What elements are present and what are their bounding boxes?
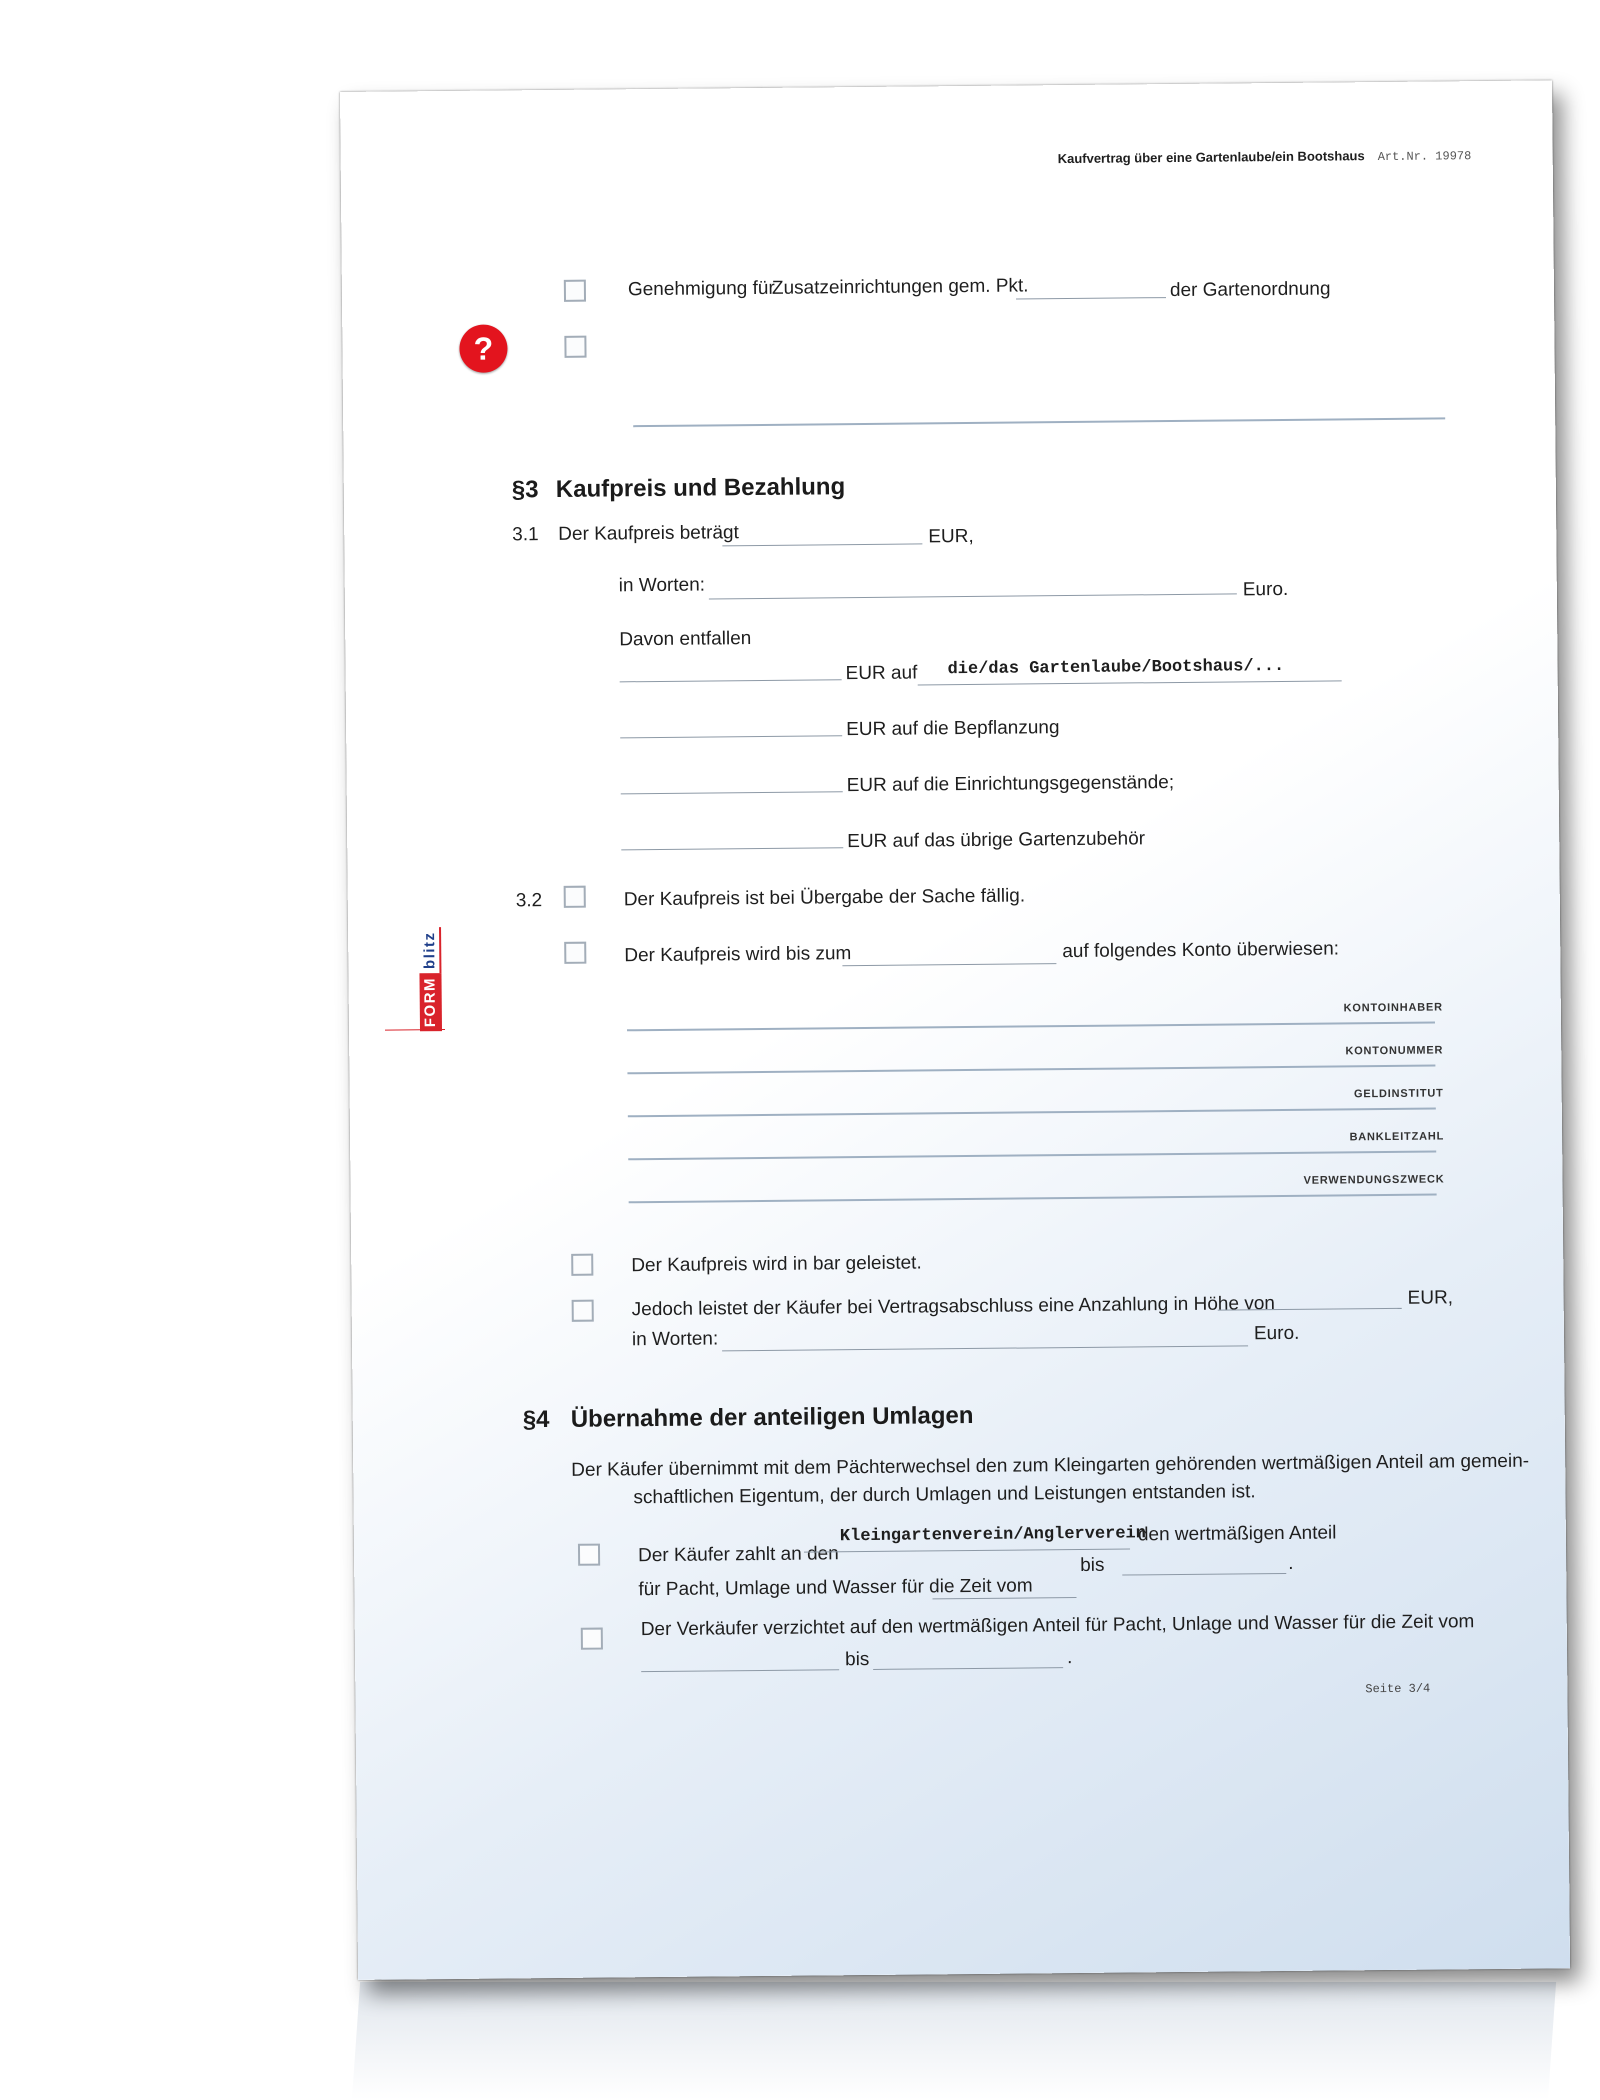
formblitz-logo [419,891,442,1031]
gartenordnung-label: der Gartenordnung [1169,278,1331,302]
anzahlung-words-field[interactable] [722,1345,1248,1351]
kaeufer-bis-label: bis [1080,1554,1105,1576]
eur-auf-label: EUR auf [845,662,918,685]
section-4-number: §4 [522,1406,550,1434]
kaufpreis-field[interactable] [722,543,922,546]
ueberweisung-date-field[interactable] [842,963,1056,966]
logo-part-blitz: blitz [419,927,441,973]
kontoinhaber-field[interactable] [627,1022,1435,1032]
anzahlung-euro-label: Euro. [1253,1322,1300,1345]
pacht-label: für Pacht, Umlage und Wasser für die Zeit vom [638,1575,1033,1601]
kaufpreis-label: Der Kaufpreis beträgt [558,522,739,545]
anzahlung-label: Jedoch leistet der Käufer bei Vertragsabschluss eine Anzahlung in Höhe von [631,1293,1276,1321]
logo-part-form: FORM [419,973,442,1031]
verein-field[interactable] [804,1548,1130,1552]
davon-entfallen-label: Davon entfallen [619,628,752,651]
verzicht-bis-label: bis [844,1648,870,1671]
kontonummer-field[interactable] [627,1065,1435,1075]
kaeufer-von-field[interactable] [932,1597,1076,1599]
geldinstitut-label: GELDINSTITUT [1353,1087,1444,1101]
amount-bepflanzung-field[interactable] [620,735,842,738]
other-option-field[interactable] [633,417,1445,427]
kaeufer-zahlt-checkbox[interactable] [578,1544,600,1566]
amount-zubehoer-field[interactable] [621,847,843,850]
zusatzeinrichtungen-label: Zusatzeinrichtungen gem. Pkt. [771,275,1029,299]
kaeufer-bis-field[interactable] [1122,1573,1286,1576]
other-option-checkbox[interactable] [564,336,586,358]
einrichtung-label: EUR auf die Einrichtungsgegenstände; [846,772,1175,797]
kaufpreis-currency: EUR, [928,525,974,548]
wert-anteil-label: den wertmäßigen Anteil [1137,1522,1337,1546]
amount-einrichtung-field[interactable] [621,791,843,794]
konto-label: auf folgendes Konto überwiesen: [1062,938,1340,963]
kaeufer-dot: . [1288,1552,1294,1574]
page-number: Seite 3/4 [1365,1681,1431,1697]
verzicht-von-field[interactable] [641,1669,839,1672]
verzicht-label: Der Verkäufer verzichtet auf den wertmäßigen Anteil für Pacht, Unlage und Wasser für die Zeit vom [640,1611,1475,1641]
verein-value: Kleingartenverein/Anglerverein [839,1524,1147,1547]
zubehoer-label: EUR auf das übrige Gartenzubehör [847,828,1146,853]
bar-checkbox[interactable] [571,1254,593,1276]
bankleitzahl-field[interactable] [628,1151,1436,1161]
article-number: Art.Nr. 19978 [1377,149,1472,165]
faellig-label: Der Kaufpreis ist bei Übergabe der Sache fällig. [623,885,1026,911]
document-title: Kaufvertrag über eine Gartenlaube/ein Bootshaus [1057,148,1365,167]
kontoinhaber-label: KONTOINHABER [1343,1001,1443,1015]
kontonummer-label: KONTONUMMER [1345,1044,1444,1058]
section-3-title: Kaufpreis und Bezahlung [555,473,846,503]
geldinstitut-field[interactable] [628,1108,1436,1118]
verwendungszweck-label: VERWENDUNGSZWECK [1303,1173,1445,1187]
euro-label: Euro. [1242,578,1289,601]
anzahlung-checkbox[interactable] [572,1300,594,1322]
verwendungszweck-field[interactable] [629,1194,1437,1204]
kaeufer-zahlt-label: Der Käufer zahlt an den [637,1543,839,1567]
punkt-field[interactable] [1016,297,1166,299]
genehmigung-checkbox[interactable] [564,280,586,302]
page-reflection [352,1982,1556,2100]
document-page [340,80,1570,1980]
faellig-checkbox[interactable] [564,886,586,908]
bankleitzahl-label: BANKLEITZAHL [1349,1130,1445,1144]
point-3-2-number: 3.2 [515,890,543,912]
anzahlung-worten-label: in Worten: [631,1328,719,1351]
section-4-title: Übernahme der anteiligen Umlagen [570,1401,974,1433]
anzahlung-currency: EUR, [1407,1287,1454,1309]
kaufpreis-words-field[interactable] [709,593,1237,599]
point-3-1-number: 3.1 [512,524,539,546]
bepflanzung-label: EUR auf die Bepflanzung [846,717,1060,741]
ueberweisung-checkbox[interactable] [564,942,586,964]
help-icon[interactable]: ? [459,324,507,372]
verzicht-dot: . [1066,1647,1073,1669]
verzicht-checkbox[interactable] [581,1628,603,1650]
genehmigung-label: Genehmigung für [627,277,775,301]
section-3-number: §3 [511,476,539,504]
amount-gartenlaube-field[interactable] [620,679,842,682]
section-4-intro-line-1: Der Käufer übernimmt mit dem Pächterwechsel den zum Kleingarten gehörenden wertmäßigen Anteil am gemein- [571,1450,1530,1481]
bar-label: Der Kaufpreis wird in bar geleistet. [631,1252,922,1277]
gartenlaube-value: die/das Gartenlaube/Bootshaus/... [947,656,1285,680]
in-worten-label: in Worten: [618,574,706,597]
bis-zum-label: Der Kaufpreis wird bis zum [624,943,852,967]
gartenlaube-field[interactable] [918,680,1342,685]
verzicht-bis-field[interactable] [873,1667,1063,1670]
section-4-intro-line-2: schaftlichen Eigentum, der durch Umlagen und Leistungen entstanden ist. [633,1481,1256,1509]
